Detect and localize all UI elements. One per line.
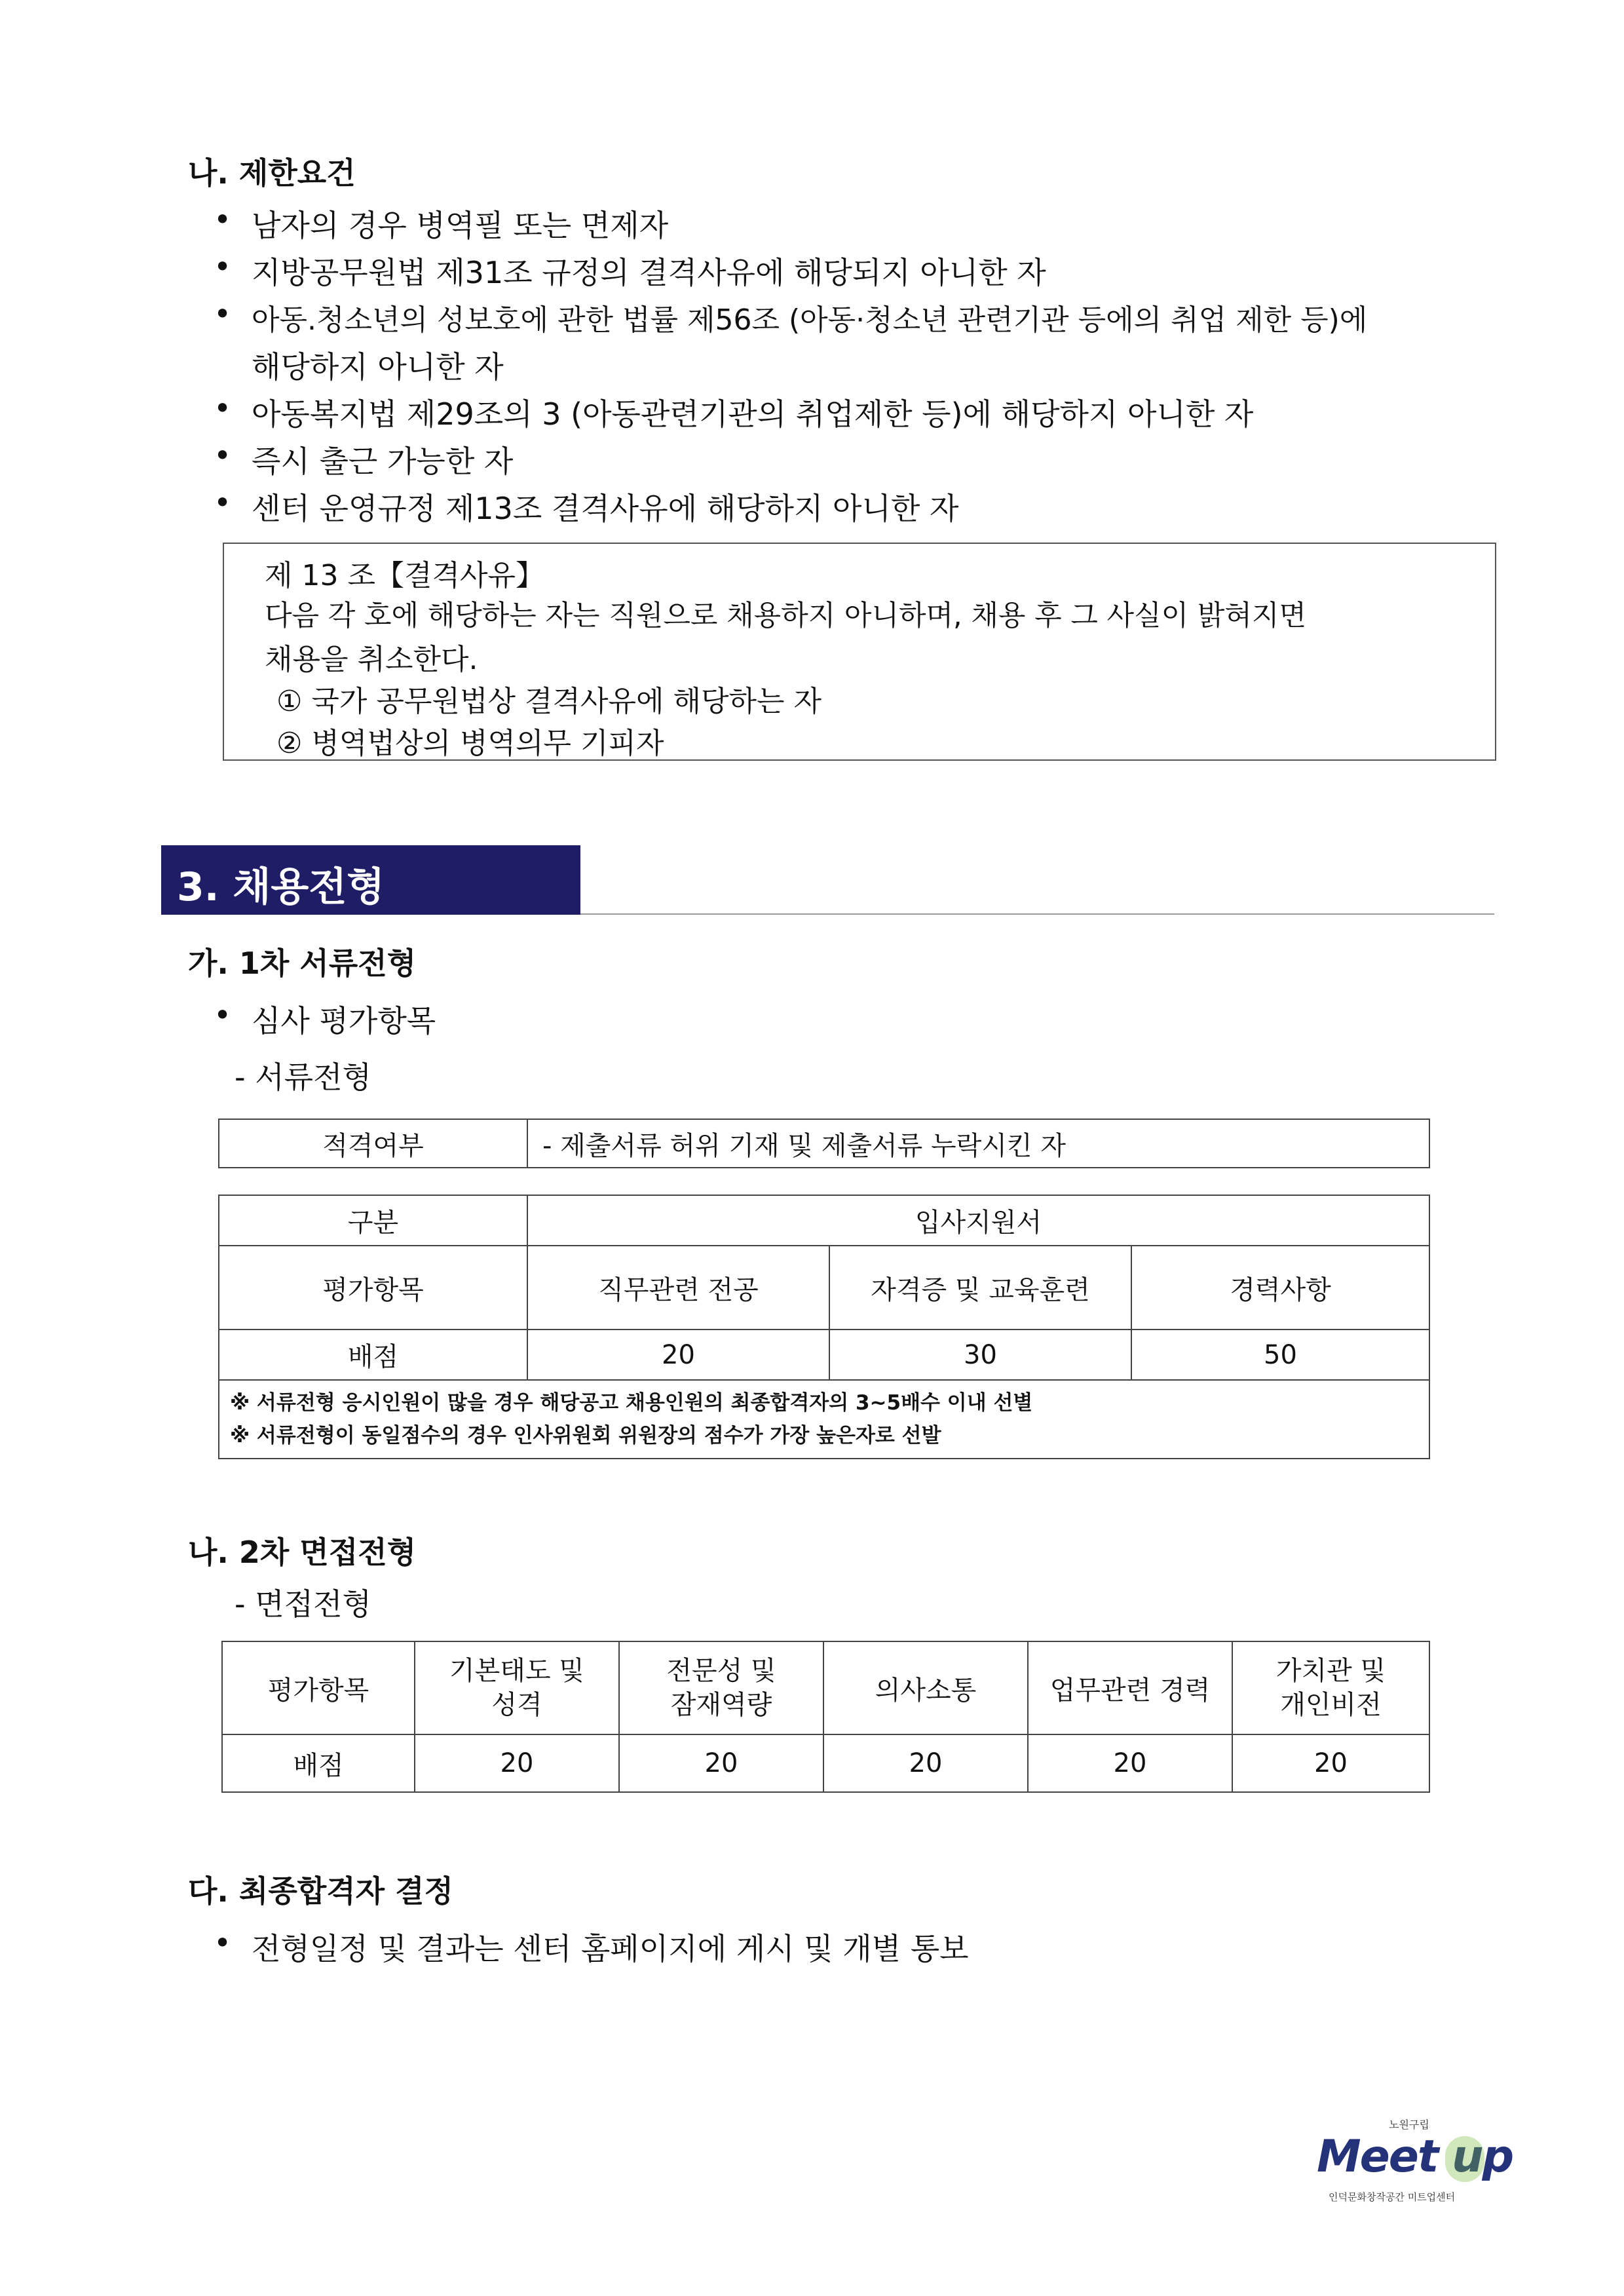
category-value: 입사지원서 xyxy=(527,1195,1429,1246)
rule-text: 다음 각 호에 해당하는 자는 직원으로 채용하지 아니하며, 채용 후 그 사실이 밝혀지면 xyxy=(265,600,1306,632)
screening-note: ※ 서류전형이 동일점수의 경우 인사위원회 위원장의 점수가 가장 높은자로 선발 xyxy=(230,1424,941,1447)
logo-accent-shape xyxy=(1445,2136,1484,2182)
interview-score-label: 배점 xyxy=(222,1734,415,1792)
interview-item: 전문성 및 잠재역량 xyxy=(619,1641,823,1734)
bullet-icon: • xyxy=(214,296,232,332)
score-value: 20 xyxy=(527,1330,829,1380)
bullet-icon: • xyxy=(214,438,232,473)
interview-item: 의사소통 xyxy=(823,1641,1028,1734)
interview-item: 가치관 및 개인비전 xyxy=(1232,1641,1429,1734)
interview-sub: - 면접전형 xyxy=(235,1586,371,1622)
meet-up-logo xyxy=(1317,2116,1513,2215)
restriction-continuation: 해당하지 아니한 자 xyxy=(252,349,504,385)
score-value: 50 xyxy=(1131,1330,1429,1380)
interview-table xyxy=(221,1641,1430,1793)
section-header xyxy=(161,845,580,915)
eligibility-value: - 제출서류 허위 기재 및 제출서류 누락시킨 자 xyxy=(527,1119,1429,1168)
interview-item-label: 평가항목 xyxy=(222,1641,415,1734)
interview-heading: 나. 2차 면접전형 xyxy=(188,1535,417,1570)
screening-notes xyxy=(219,1380,1429,1459)
logo-top-text: 노원구립 xyxy=(1389,2118,1429,2131)
category-label: 구분 xyxy=(219,1195,527,1246)
restrictions-heading: 나. 제한요건 xyxy=(188,155,356,191)
rule-item: ② 병역법상의 병역의무 기피자 xyxy=(276,727,664,760)
document-screening-table xyxy=(218,1195,1430,1459)
eligibility-label: 적격여부 xyxy=(219,1119,527,1168)
document-screening-heading: 가. 1차 서류전형 xyxy=(188,946,417,981)
rule-title: 제 13 조【결격사유】 xyxy=(265,559,544,592)
bullet-icon: • xyxy=(214,485,232,520)
interview-item: 기본태도 및 성격 xyxy=(415,1641,619,1734)
item-major: 직무관련 전공 xyxy=(527,1246,829,1330)
logo-sub-text: 인덕문화창작공간 미트업센터 xyxy=(1329,2191,1456,2203)
interview-score: 20 xyxy=(415,1734,619,1792)
interview-score: 20 xyxy=(619,1734,823,1792)
item-experience: 경력사항 xyxy=(1131,1246,1429,1330)
score-label: 배점 xyxy=(219,1330,527,1380)
bullet-icon: • xyxy=(214,997,232,1033)
item-certification: 자격증 및 교육훈련 xyxy=(829,1246,1131,1330)
interview-score: 20 xyxy=(1232,1734,1429,1792)
final-heading: 다. 최종합격자 결정 xyxy=(188,1873,453,1909)
interview-score: 20 xyxy=(1028,1734,1232,1792)
bullet-icon: • xyxy=(214,249,232,284)
screening-note: ※ 서류전형 응시인원이 많을 경우 해당공고 채용인원의 최종합격자의 3~5배수 이내 선별 xyxy=(230,1391,1033,1415)
disqualification-rule-box xyxy=(223,543,1496,761)
bullet-icon: • xyxy=(214,1925,232,1961)
logo-main-text: Meet up xyxy=(1317,2131,1513,2183)
bullet-icon: • xyxy=(214,391,232,426)
section-divider xyxy=(580,913,1494,915)
rule-item: ① 국가 공무원법상 결격사유에 해당하는 자 xyxy=(276,685,821,718)
score-value: 30 xyxy=(829,1330,1131,1380)
eligibility-table xyxy=(218,1119,1430,1168)
interview-item: 업무관련 경력 xyxy=(1028,1641,1232,1734)
rule-text: 채용을 취소한다. xyxy=(265,643,478,676)
item-label: 평가항목 xyxy=(219,1246,527,1330)
interview-score: 20 xyxy=(823,1734,1028,1792)
section-title: 3. 채용전형 xyxy=(177,864,385,910)
bullet-icon: • xyxy=(214,202,232,237)
document-screening-sub: - 서류전형 xyxy=(235,1060,371,1095)
